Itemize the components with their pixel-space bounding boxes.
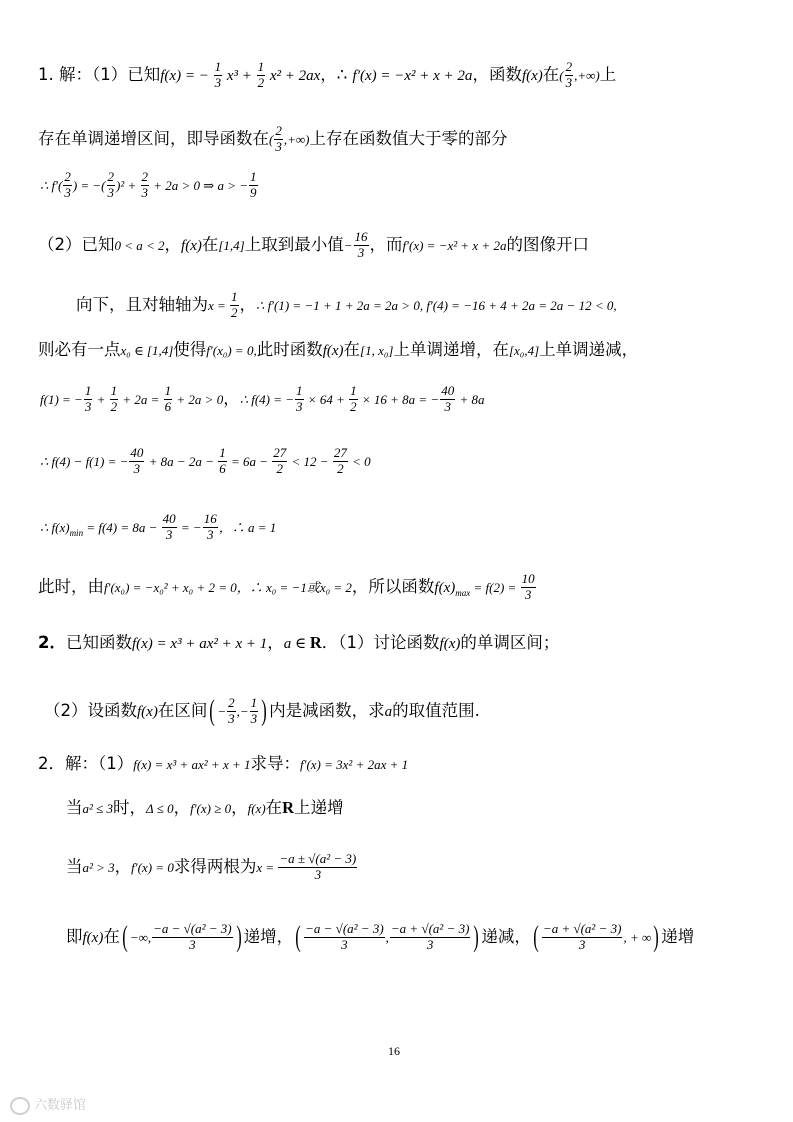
text: 求得两根为 xyxy=(173,856,257,876)
fraction: $\frac{\text{−a − √(a² − 3)}}{3}$ xyxy=(305,921,384,952)
math: a ∈ xyxy=(283,636,310,652)
text: 的图像开口 xyxy=(506,234,589,254)
math: ∴ f(4) − f(1) = − xyxy=(40,453,129,469)
text: 上取到最小值 xyxy=(244,234,344,254)
math: f(x) xyxy=(82,929,104,946)
p1-solution-line8 xyxy=(40,446,371,477)
text: ，而 xyxy=(369,234,403,254)
math: ,+∞) xyxy=(283,131,310,147)
text: ， xyxy=(231,798,248,817)
fraction: $\frac{2}{3}$ xyxy=(565,59,573,90)
text: 的单调区间； xyxy=(460,633,560,652)
text: ， xyxy=(267,633,284,652)
watermark xyxy=(10,1094,86,1115)
math: a xyxy=(384,703,393,720)
text: 的取值范围. xyxy=(392,700,480,720)
math: < 0 xyxy=(348,453,371,469)
fraction: $\frac{10}{3}$ xyxy=(521,571,535,602)
text: 上存在函数值大于零的部分 xyxy=(309,128,508,148)
math: ,+∞) xyxy=(574,67,600,83)
watermark-text: 六数驿馆 xyxy=(34,1098,87,1113)
math: + 8a xyxy=(456,391,485,407)
math: ∴ f(x) xyxy=(40,519,70,535)
big-paren: ) xyxy=(653,920,659,954)
math: f(x) xyxy=(439,636,461,652)
math: )² + xyxy=(116,177,140,193)
math: f(x) xyxy=(181,237,202,254)
math: [1,4] xyxy=(218,237,245,253)
p1-solution-line10 xyxy=(38,572,537,603)
p1-solution-line2 xyxy=(38,124,507,155)
text: 2．解：（1） xyxy=(38,754,134,773)
fraction: $\frac{2}{3}$ xyxy=(107,169,115,200)
big-paren: ( xyxy=(122,920,128,954)
text: 上 xyxy=(599,64,617,84)
text: 此时，由 xyxy=(38,576,104,596)
text: 在 xyxy=(343,340,361,359)
text: 即 xyxy=(66,926,83,946)
fraction: $\frac{\text{−a + √(a² − 3)}}{3}$ xyxy=(542,921,622,952)
text: 上递增 xyxy=(294,798,344,817)
math: x₀ ∈ [1,4] xyxy=(120,343,174,358)
p2-solution-line1 xyxy=(38,756,408,773)
math: ∴ f(4) = − xyxy=(239,391,295,407)
math: + 2a > 0 xyxy=(173,391,224,407)
math: f(x) xyxy=(521,67,543,84)
text: 求导： xyxy=(250,754,300,773)
math: ∴ f′(1) = −1 + 1 + 2a = 2a > 0, f′(4) = −16 + 4 + 2a = 2a − 12 < 0, xyxy=(256,297,617,313)
math: × 64 + xyxy=(304,391,349,407)
text: 时， xyxy=(113,798,147,817)
reals-symbol: R xyxy=(282,798,295,817)
text: 在区间 xyxy=(157,700,208,720)
text: 1. 解：（1）已知 xyxy=(38,64,161,84)
math: x = xyxy=(208,297,230,313)
fraction: $\frac{40}{3}$ xyxy=(441,383,455,414)
math: f(x) = x³ + ax² + x + 1 xyxy=(131,636,268,652)
fraction: $\frac{1}{9}$ xyxy=(250,169,257,200)
fraction: $\frac{2}{3}$ xyxy=(275,123,282,154)
fraction: $\frac{1}{2}$ xyxy=(231,289,238,320)
text: 递增 xyxy=(661,926,695,946)
text: 已知函数 xyxy=(65,633,132,652)
fraction: $\frac{27}{2}$ xyxy=(273,445,287,476)
fraction: $\frac{40}{3}$ xyxy=(130,445,144,476)
fraction: $\frac{\text{−a + √(a² − 3)}}{3}$ xyxy=(390,921,470,952)
text: 向下，且对轴轴为 xyxy=(76,294,208,314)
text: ， xyxy=(164,234,182,254)
reals-symbol: R xyxy=(309,633,322,652)
math: − xyxy=(343,237,353,253)
problem2-line2 xyxy=(44,696,480,727)
fraction: $\frac{1}{3}$ xyxy=(250,695,258,726)
math: + 2a = xyxy=(119,391,163,407)
problem2-line1 xyxy=(38,635,559,652)
math: [x₀,4] xyxy=(508,343,540,358)
fraction: $\frac{1}{3}$ xyxy=(84,383,92,414)
text: 在 xyxy=(265,798,283,817)
math: ∴ f′( xyxy=(40,177,63,193)
math: Δ ≤ 0 xyxy=(146,801,174,816)
math: [1, x₀] xyxy=(360,343,394,358)
math: x³ + xyxy=(223,67,256,84)
fraction: $\frac{2}{3}$ xyxy=(64,169,71,200)
math: f(1) = − xyxy=(40,391,83,407)
fraction: $\frac{1}{6}$ xyxy=(219,445,226,476)
p1-solution-line4 xyxy=(38,230,589,261)
text: 则必有一点 xyxy=(38,340,121,359)
text: 在 xyxy=(201,234,219,254)
text: 递增， xyxy=(243,926,294,946)
text: 递减， xyxy=(481,926,531,946)
math: , xyxy=(385,929,389,945)
math: + xyxy=(93,391,109,407)
math: f(x) = x³ + ax² + x + 1 xyxy=(133,757,251,772)
big-paren: ( xyxy=(533,920,539,954)
fraction: $\frac{1}{2}$ xyxy=(257,59,265,90)
text: 此时函数 xyxy=(256,340,323,359)
math: f′(x₀) = −x₀² + x₀ + 2 = 0 xyxy=(104,579,237,595)
text: ， xyxy=(239,294,257,314)
fraction: $\frac{\text{−a − √(a² − 3)}}{3}$ xyxy=(153,921,232,952)
math: f′(x) ≥ 0 xyxy=(190,801,232,816)
math: + 8a − 2a − xyxy=(145,453,218,469)
math: ) = −( xyxy=(72,177,106,193)
math: f′(x) = −x² + x + 2a xyxy=(402,237,507,253)
math: x² + 2ax xyxy=(266,67,321,84)
fraction: $\frac{\text{−a ± √(a² − 3)}}{3}$ xyxy=(279,851,357,882)
text: 使得 xyxy=(173,340,207,359)
math: , + ∞ xyxy=(623,929,652,945)
p1-solution-line3 xyxy=(40,170,259,201)
text: ， xyxy=(114,856,132,876)
math: f′(x₀) = 0, xyxy=(206,343,257,358)
fraction: $\frac{1}{6}$ xyxy=(164,383,172,414)
math: ( xyxy=(559,67,564,83)
math: 0 < a < 2 xyxy=(114,237,165,253)
p1-solution-line7 xyxy=(40,384,484,415)
p1-solution-line1 xyxy=(38,60,616,91)
text: ．（1）讨论函数 xyxy=(321,633,440,652)
fraction: $\frac{2}{3}$ xyxy=(228,695,235,726)
page-number: 16 xyxy=(388,1044,400,1058)
fraction: $\frac{1}{3}$ xyxy=(214,59,222,90)
text: 上单调递增，在 xyxy=(393,340,509,359)
fraction: $\frac{16}{3}$ xyxy=(354,229,368,260)
subscript: min xyxy=(69,528,84,539)
math: −∞, xyxy=(129,929,152,945)
math: f′(x) = 0 xyxy=(131,859,174,875)
math: f(x) xyxy=(247,801,266,816)
math: , xyxy=(236,703,240,719)
math: + 2a > 0 ⇒ a > − xyxy=(150,177,248,193)
big-paren: ) xyxy=(235,920,242,954)
text: ， xyxy=(173,798,191,817)
math: − xyxy=(239,703,249,719)
big-paren: ( xyxy=(295,920,301,954)
math: a² > 3 xyxy=(82,859,115,875)
fraction: $\frac{16}{3}$ xyxy=(203,511,217,542)
math: < 12 − xyxy=(288,453,332,469)
p2-solution-line4 xyxy=(66,922,694,953)
fraction: $\frac{2}{3}$ xyxy=(141,169,149,200)
subscript: max xyxy=(455,588,471,599)
text: （2）设函数 xyxy=(44,700,137,720)
math: ，∴ x₀ = −1或x₀ = 2 xyxy=(236,579,352,595)
math: f(x) xyxy=(434,579,456,596)
math: a² ≤ 3 xyxy=(82,801,114,816)
fraction: $\frac{27}{2}$ xyxy=(333,445,347,476)
big-paren: ) xyxy=(261,694,267,728)
math: f(x) = − xyxy=(160,67,213,84)
p1-solution-line5 xyxy=(76,290,617,321)
math: f(x) xyxy=(137,703,158,720)
problem-number: 2． xyxy=(38,633,66,652)
math: ，∴ a = 1 xyxy=(218,519,277,535)
fraction: $\frac{1}{3}$ xyxy=(296,383,303,414)
math: = − xyxy=(177,519,202,535)
big-paren: ) xyxy=(473,920,480,954)
math: f(x) xyxy=(322,343,344,359)
fraction: $\frac{40}{3}$ xyxy=(162,511,176,542)
math: × 16 + 8a = − xyxy=(358,391,440,407)
math: f′(x) = 3x² + 2ax + 1 xyxy=(300,757,409,772)
text: 当 xyxy=(66,856,83,876)
text: 存在单调递增区间，即导函数在 xyxy=(38,128,269,148)
text: ，所以函数 xyxy=(351,576,435,596)
p1-solution-line9 xyxy=(40,512,276,543)
math: = 6a − xyxy=(227,453,272,469)
p2-solution-line2 xyxy=(66,800,344,817)
text: 当 xyxy=(66,798,83,817)
text: ， xyxy=(223,388,240,408)
big-paren: ( xyxy=(209,694,216,728)
math: ( xyxy=(269,131,274,147)
text: ，函数 xyxy=(472,64,522,84)
p1-solution-line6 xyxy=(38,342,638,359)
text: （2）已知 xyxy=(38,234,115,254)
math: = f(2) = xyxy=(470,579,520,595)
text: 上单调递减， xyxy=(539,340,639,359)
text: 在 xyxy=(542,64,560,84)
text: 内是减函数，求 xyxy=(269,700,385,720)
p2-solution-line3 xyxy=(66,852,358,883)
text: 在 xyxy=(103,926,120,946)
fraction: $\frac{1}{2}$ xyxy=(110,383,118,414)
math: = f(4) = 8a − xyxy=(83,519,161,535)
math: x = xyxy=(256,859,278,875)
math: − xyxy=(217,703,227,719)
watermark-logo-icon xyxy=(10,1097,30,1115)
text: ，∴ xyxy=(320,64,353,84)
fraction: $\frac{1}{2}$ xyxy=(350,383,357,414)
math: f′(x) = −x² + x + 2a xyxy=(352,67,473,84)
